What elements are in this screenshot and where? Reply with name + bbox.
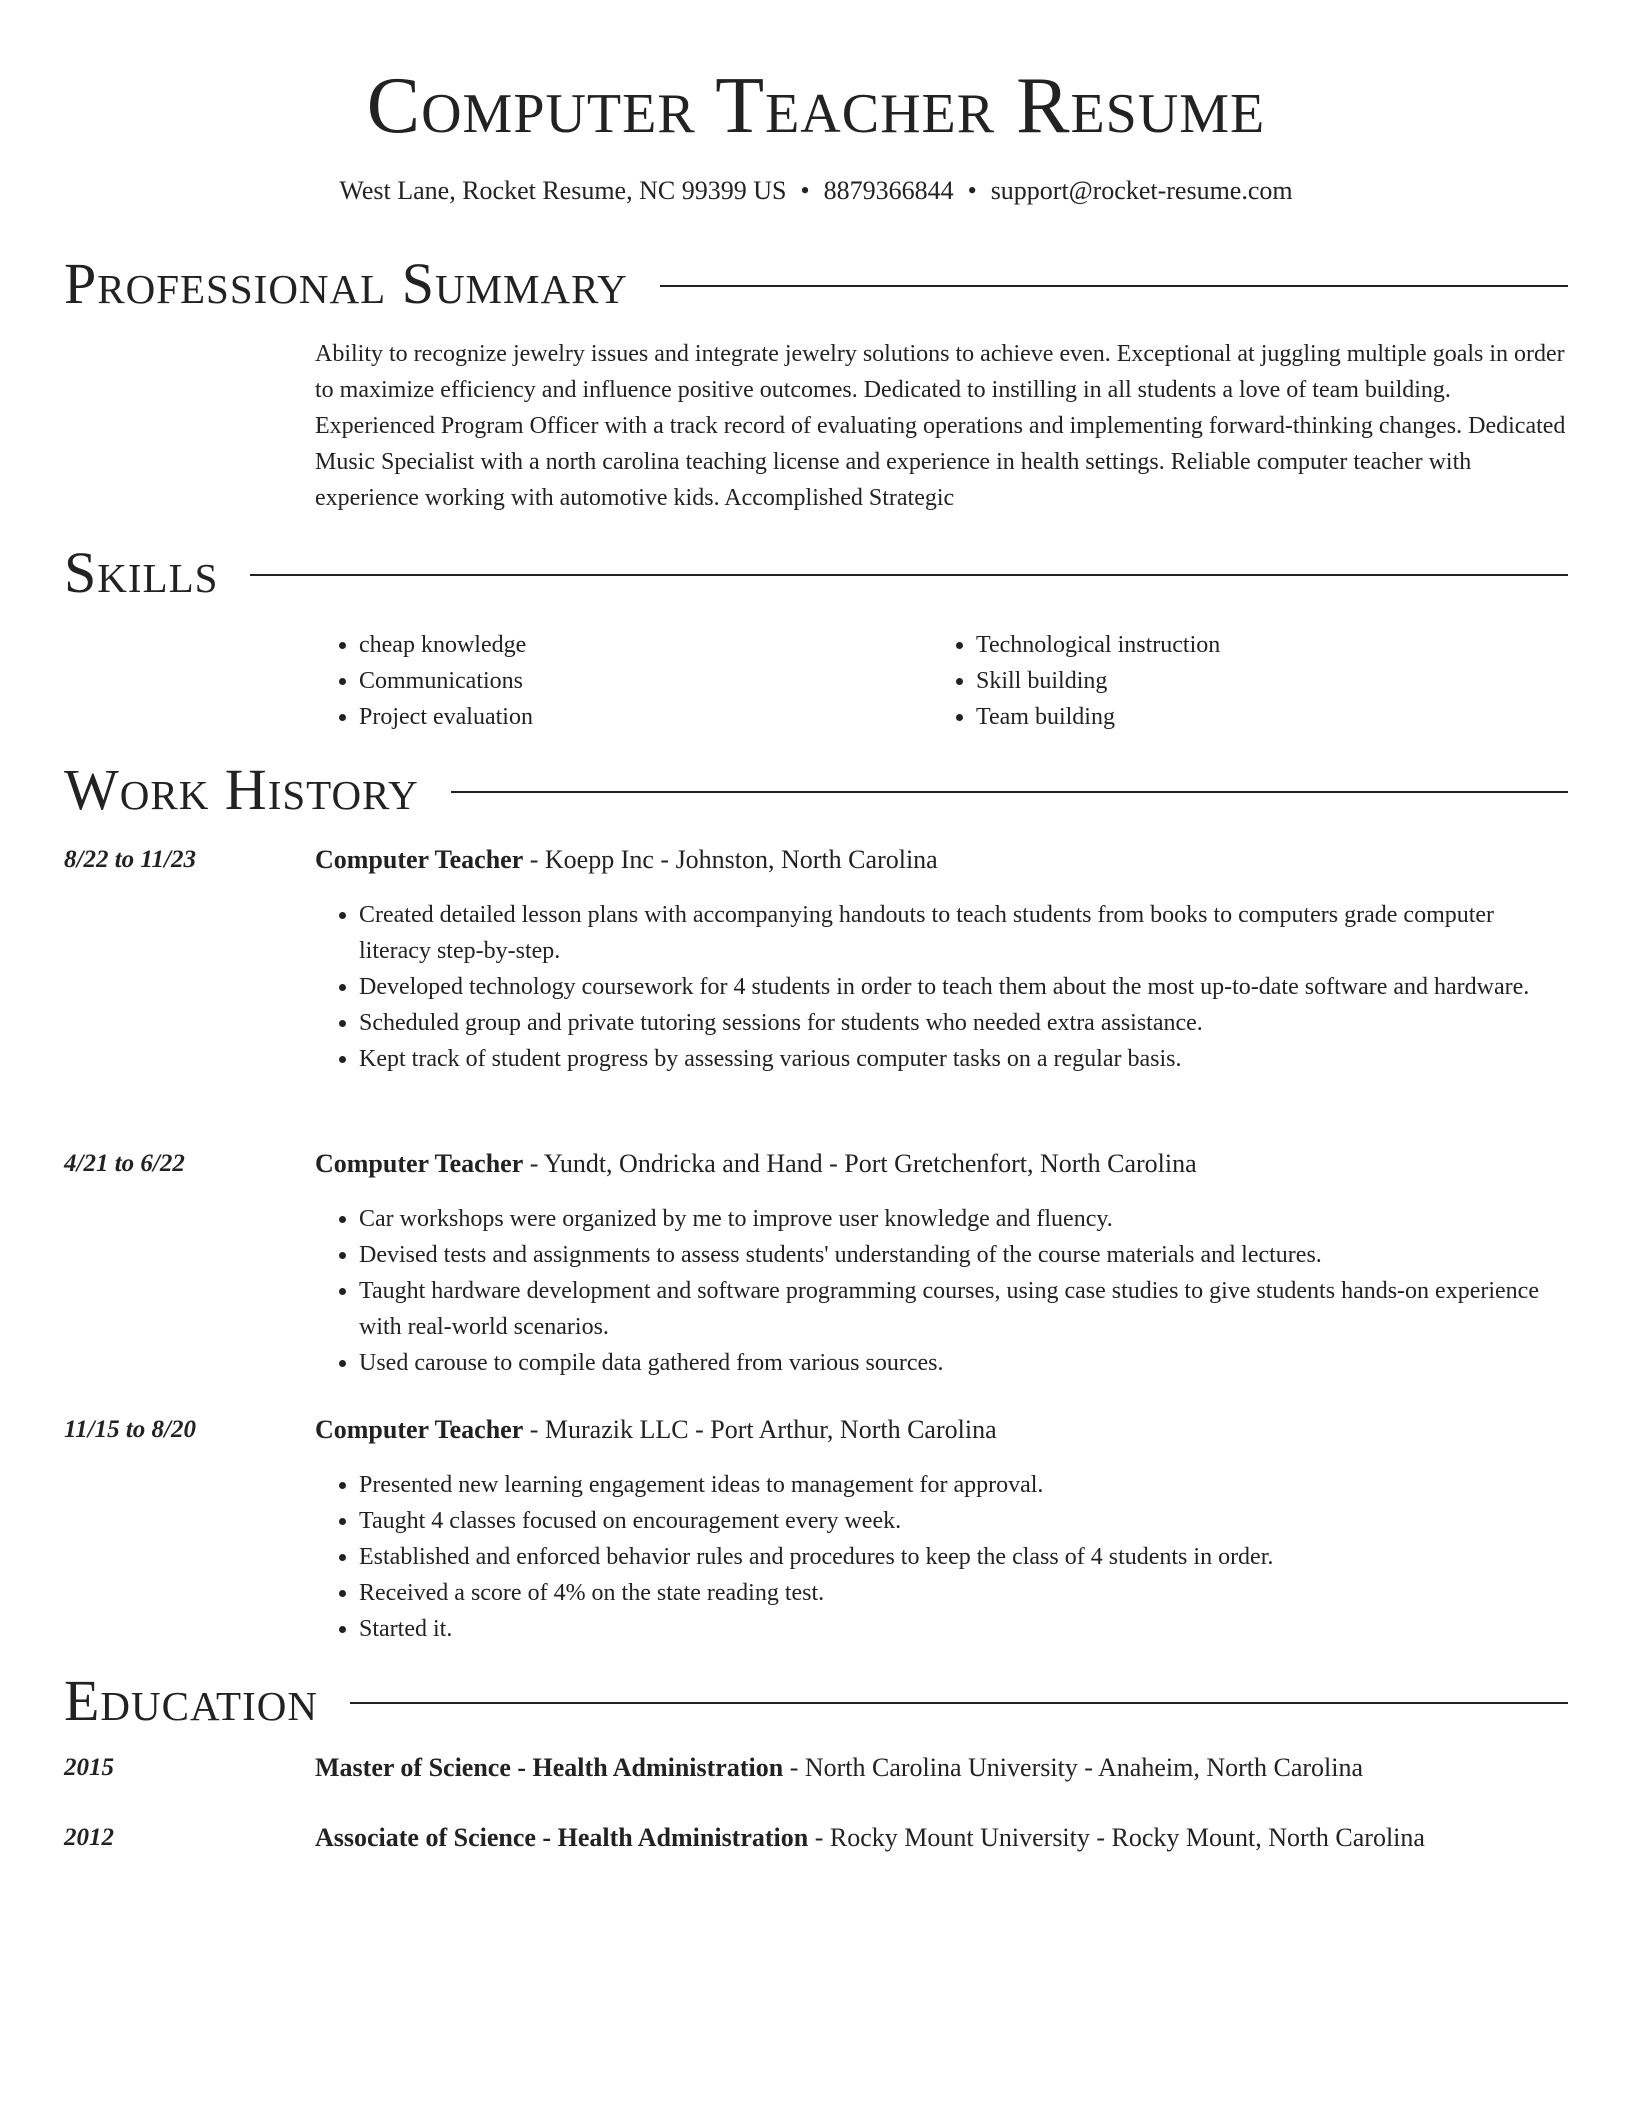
job-title: Computer Teacher: [315, 1149, 524, 1178]
section-divider: [250, 574, 1568, 576]
education-entry: [64, 1821, 1568, 1857]
job-dates: 8/22 to 11/23: [64, 846, 196, 873]
section-divider: [451, 791, 1568, 793]
contact-email[interactable]: support@rocket-resume.com: [990, 176, 1293, 205]
skills-column-1: [315, 627, 932, 735]
job-bullet: • Developed technology coursework for 4 students in order to teach them about the most up-to-date software and hardware.: [359, 969, 1568, 1005]
skill-item: • Communications: [359, 663, 932, 699]
skills-column-2: [932, 627, 1549, 735]
contact-separator: •: [967, 176, 977, 205]
job-bullet: • Created detailed lesson plans with accompanying handouts to teach students from books to computers grade computer literacy step-by-step.: [359, 897, 1568, 969]
summary-text: Ability to recognize jewelry issues and integrate jewelry solutions to achieve even. Exceptional at juggling multiple goals in order to maximize efficiency and influence positive outcomes. Dedicated to instilling in all students a love of team building. Experienced Program Officer with a track record of evaluating operations and implementing forward-thinking changes. Dedicated Music Specialist with a north carolina teaching license and experience in health settings. Reliable computer teacher with experience working with automotive kids. Accomplished Strategic: [315, 341, 1566, 511]
skills-section-heading: [64, 540, 1568, 606]
job-details: - Yundt, Ondricka and Hand - Port Gretchenfort, North Carolina: [523, 1149, 1197, 1178]
job-bullet: • Taught 4 classes focused on encouragement every week.: [359, 1503, 1568, 1539]
summary-section-heading: [64, 251, 1568, 317]
education-entry: [64, 1751, 1568, 1787]
resume-title: Computer Teacher Resume: [366, 62, 1266, 150]
skill-item: • Skill building: [976, 663, 1549, 699]
contact-line: [0, 174, 1632, 208]
education-header: [315, 1751, 1568, 1785]
job-details: - Koepp Inc - Johnston, North Carolina: [523, 845, 938, 874]
job-header: [315, 843, 1568, 877]
job-bullet: • Started it.: [359, 1611, 1568, 1647]
contact-address: West Lane, Rocket Resume, NC 99399 US: [339, 176, 787, 205]
education-degree: Associate of Science - Health Administration: [315, 1823, 809, 1852]
job-bullet: • Kept track of student progress by assessing various computer tasks on a regular basis.: [359, 1041, 1568, 1077]
education-year: 2015: [64, 1754, 114, 1781]
education-degree: Master of Science - Health Administration: [315, 1753, 784, 1782]
education-section-heading: [64, 1668, 1568, 1734]
job-bullet: • Presented new learning engagement ideas to management for approval.: [359, 1467, 1568, 1503]
education-heading: Education: [64, 1668, 318, 1733]
skills-list: [315, 627, 1568, 735]
job-details: - Murazik LLC - Port Arthur, North Carolina: [523, 1415, 997, 1444]
job-bullets: [315, 1467, 1568, 1647]
contact-separator: •: [800, 176, 810, 205]
education-details: - Rocky Mount University - Rocky Mount, North Carolina: [808, 1823, 1425, 1852]
job-dates: 11/15 to 8/20: [64, 1416, 196, 1443]
work-history-section-heading: [64, 757, 1568, 823]
work-history-heading: Work History: [64, 757, 419, 822]
job-header: [315, 1413, 1568, 1447]
job-bullet: • Devised tests and assignments to assess students' understanding of the course materials and lectures.: [359, 1237, 1568, 1273]
job-bullet: • Taught hardware development and software programming courses, using case studies to give students hands-on experience with real-world scenarios.: [359, 1273, 1568, 1345]
job-bullet: • Used carouse to compile data gathered from various sources.: [359, 1345, 1568, 1381]
job-title: Computer Teacher: [315, 845, 524, 874]
education-header: [315, 1821, 1568, 1855]
section-divider: [350, 1702, 1568, 1704]
job-header: [315, 1147, 1568, 1181]
skill-item: • Project evaluation: [359, 699, 932, 735]
job-dates: 4/21 to 6/22: [64, 1150, 185, 1177]
skill-item: • Team building: [976, 699, 1549, 735]
job-bullet: • Car workshops were organized by me to improve user knowledge and fluency.: [359, 1201, 1568, 1237]
education-details: - North Carolina University - Anaheim, North Carolina: [783, 1753, 1364, 1782]
contact-phone: 8879366844: [823, 176, 954, 205]
job-bullets: [315, 1201, 1568, 1381]
job-bullets: [315, 897, 1568, 1077]
skill-item: • cheap knowledge: [359, 627, 932, 663]
section-divider: [660, 285, 1568, 287]
job-bullet: • Established and enforced behavior rules and procedures to keep the class of 4 students in order.: [359, 1539, 1568, 1575]
job-bullet: • Scheduled group and private tutoring sessions for students who needed extra assistance.: [359, 1005, 1568, 1041]
education-year: 2012: [64, 1824, 114, 1851]
job-title: Computer Teacher: [315, 1415, 524, 1444]
job-bullet: • Received a score of 4% on the state reading test.: [359, 1575, 1568, 1611]
summary-heading: Professional Summary: [64, 251, 628, 316]
skills-heading: Skills: [64, 540, 219, 605]
skill-item: • Technological instruction: [976, 627, 1549, 663]
